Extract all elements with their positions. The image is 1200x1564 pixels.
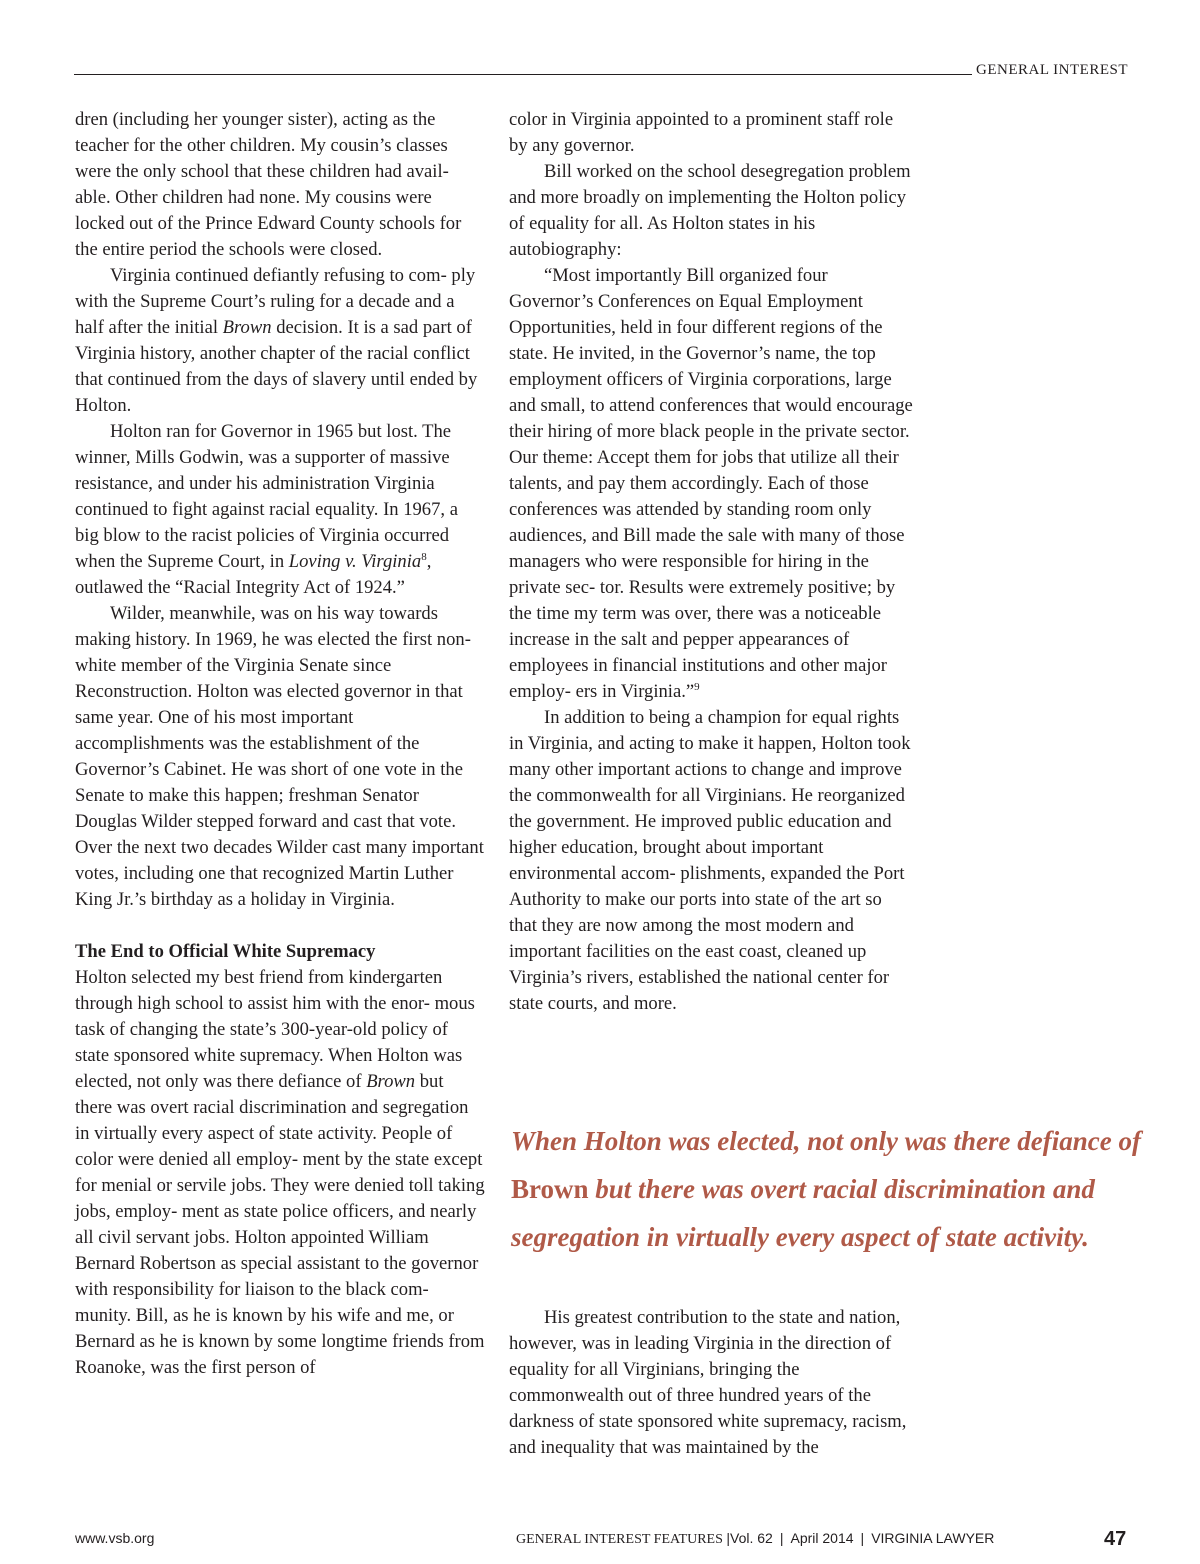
- footer-publication: GENERAL INTEREST FEATURES |Vol. 62 | April 2014 | VIRGINIA LAWYER: [516, 1530, 995, 1547]
- header-rule: [74, 74, 972, 75]
- paragraph: Holton selected my best friend from kindergarten through high school to assist him with the enor- mous task of changing the state’s 300-year-old policy of state sponsored white supremacy. When Holton was elected, not only was there defiance of Brown but there was overt racial discrimination and segregation in virtually every aspect of state activity. People of color were denied all employ- ment by the state except for menial or servile jobs. They were denied toll taking jobs, employ- ment as state police officers, and nearly all civil servant jobs. Holton appointed William Bernard Robertson as special assistant to the governor with responsibility for liaison to the black com- munity. Bill, as he is known by his wife and me, or Bernard as he is known by some longtime friends from Roanoke, was the first person of: [75, 967, 485, 1378]
- section-label: GENERAL INTEREST: [976, 62, 1129, 78]
- section-heading: The End to Official White Supremacy: [75, 941, 376, 962]
- footnote-ref: 8: [421, 550, 427, 563]
- paragraph: His greatest contribution to the state and nation, however, was in leading Virginia in the direction of equality for all Virginians, bringing the commonwealth out of three hundred years of the darkness of state sponsored white supremacy, racism, and inequality that was maintained by the: [509, 1307, 907, 1458]
- right-column: [509, 107, 914, 1017]
- paragraph: Bill worked on the school desegregation problem and more broadly on implementing the Holton policy of equality for all. As Holton states in his autobiography:: [509, 161, 911, 260]
- paragraph: Virginia continued defiantly refusing to com- ply with the Supreme Court’s ruling for a decade and a half after the initial Brown decision. It is a sad part of Virginia history, another chapter of the racial conflict that continued from the days of slavery until ended by Holton.: [75, 265, 478, 416]
- footer-volume: Vol. 62: [730, 1530, 773, 1546]
- footer-magazine: VIRGINIA LAWYER: [871, 1530, 995, 1546]
- paragraph: Holton ran for Governor in 1965 but lost. The winner, Mills Godwin, was a supporter of massive resistance, and under his administration Virginia continued to fight against racial equality. In 1967, a big blow to the racist policies of Virginia occurred when the Supreme Court, in Loving v. Virginia$^8$, outlawed the “Racial Integrity Act of 1924.”: [75, 421, 458, 598]
- left-column: [75, 107, 485, 1381]
- footer-features: GENERAL INTEREST FEATURES: [516, 1532, 723, 1547]
- page-number: 47: [1104, 1528, 1127, 1550]
- pull-quote: When Holton was elected, not only was there defiance of Brown but there was overt racial discrimination and segregation in virtually every aspect of state activity.: [511, 1126, 1141, 1252]
- footer-date: April 2014: [790, 1530, 854, 1546]
- right-column-continued: [509, 1305, 914, 1461]
- footer-website: www.vsb.org: [75, 1530, 155, 1546]
- paragraph: color in Virginia appointed to a prominent staff role by any governor.: [509, 109, 894, 156]
- paragraph: dren (including her younger sister), acting as the teacher for the other children. My cousin’s classes were the only school that these children had avail- able. Other children had none. My cousins were locked out of the Prince Edward County schools for the entire period the schools were closed.: [75, 109, 462, 260]
- footnote-ref: 9: [694, 680, 700, 693]
- paragraph: In addition to being a champion for equal rights in Virginia, and acting to make it happen, Holton took many other important actions to change and improve the commonwealth for all Virginians. He reorganized the government. He improved public education and higher education, brought about important environmental accom- plishments, expanded the Port Authority to make our ports into state of the art so that they are now among the most modern and important facilities on the east coast, cleaned up Virginia’s rivers, established the national center for state courts, and more.: [509, 707, 911, 1014]
- paragraph: Wilder, meanwhile, was on his way towards making history. In 1969, he was elected the first non-white member of the Virginia Senate since Reconstruction. Holton was elected governor in that same year. One of his most important accomplishments was the establishment of the Governor’s Cabinet. He was short of one vote in the Senate to make this happen; freshman Senator Douglas Wilder stepped forward and cast that vote. Over the next two decades Wilder cast many important votes, including one that recognized Martin Luther King Jr.’s birthday as a holiday in Virginia.: [75, 603, 484, 910]
- quote-paragraph: “Most importantly Bill organized four Governor’s Conferences on Equal Employment Opportunities, held in four different regions of the state. He invited, in the Governor’s name, the top employment officers of Virginia corporations, large and small, to attend conferences that would encourage their hiring of more black people in the private sector. Our theme: Accept them for jobs that utilize all their talents, and pay them accordingly. Each of those conferences was attended by standing room only audiences, and Bill made the sale with many of those managers who were responsible for hiring in the private sec- tor. Results were extremely positive; by the time my term was over, there was a noticeable increase in the salt and pepper appearances of employees in financial institutions and other major employ- ers in Virginia.”$^9$: [509, 265, 913, 702]
